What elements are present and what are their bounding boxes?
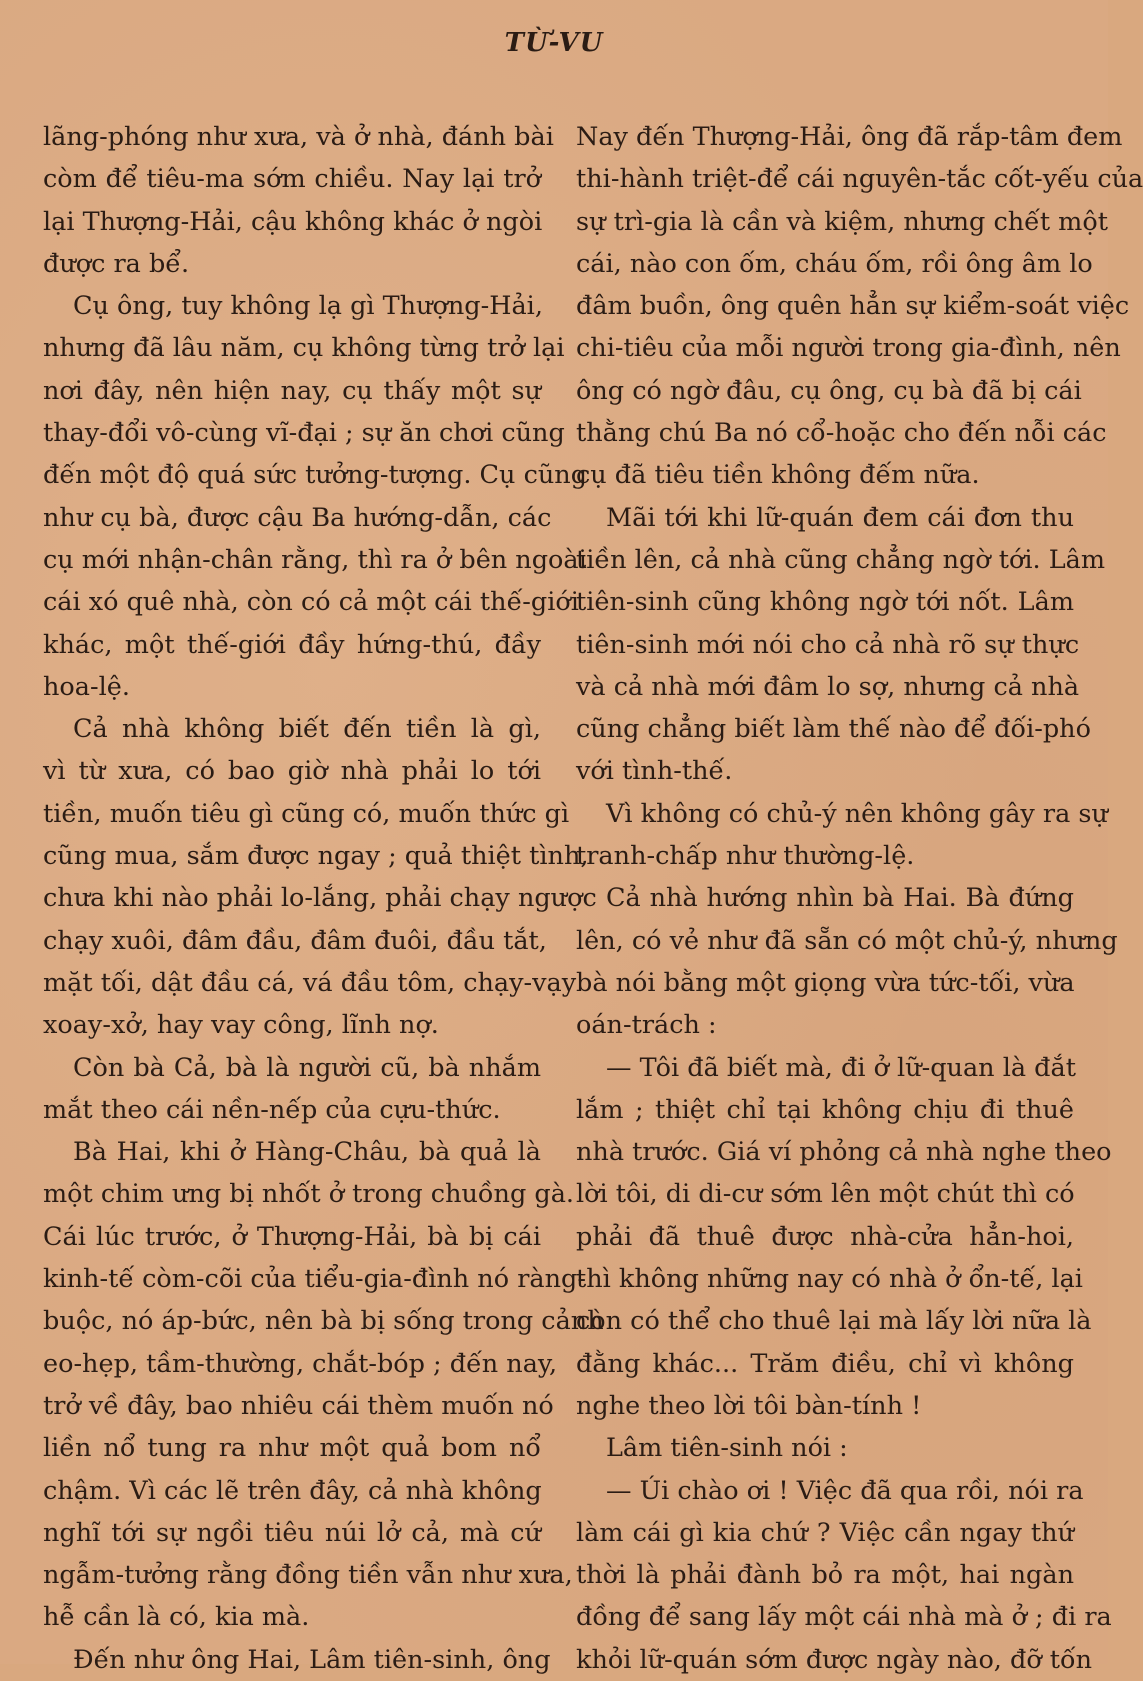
text-line: mắt theo cái nền-nếp của cựu-thức. [43, 1094, 501, 1125]
text-line: khỏi lữ-quán sớm được ngày nào, đỡ tốn [576, 1644, 1093, 1675]
text-line: liền nổ tung ra như một quả bom nổ [43, 1433, 541, 1464]
text-line: đồng để sang lấy một cái nhà mà ở ; đi ra [576, 1602, 1112, 1633]
text-line: Nay đến Thượng-Hải, ông đã rắp-tâm đem [576, 122, 1123, 152]
text-line: chậm. Vì các lẽ trên đây, cả nhà không [43, 1475, 542, 1506]
text-line: lãng-phóng như xưa, và ở nhà, đánh bài [43, 122, 554, 152]
text-line: như cụ bà, được cậu Ba hướng-dẫn, các [43, 502, 552, 533]
text-line: ông có ngờ đâu, cụ ông, cụ bà đã bị cái [576, 375, 1082, 406]
text-line: lời tôi, di di-cư sớm lên một chút thì có [576, 1179, 1075, 1210]
text-line: cụ mới nhận-chân rằng, thì ra ở bên ngoài [43, 544, 587, 575]
text-line: — Úi chào ơi ! Việc đã qua rồi, nói ra [606, 1475, 1084, 1506]
text-line: khác, một thế-giới đầy hứng-thú, đầy [43, 629, 541, 660]
text-line: Cụ ông, tuy không lạ gì Thượng-Hải, [73, 291, 543, 322]
text-line: thời là phải đành bỏ ra một, hai ngàn [576, 1560, 1074, 1591]
text-line: đến một độ quá sức tưởng-tượng. Cụ cũng [43, 460, 588, 491]
text-line: sự trì-gia là cần và kiệm, nhưng chết một [576, 206, 1108, 237]
text-line: xoay-xở, hay vay công, lĩnh nợ. [43, 1010, 439, 1041]
text-line: Cả nhà hướng nhìn bà Hai. Bà đứng [606, 883, 1074, 914]
text-line: oán-trách : [576, 1010, 717, 1041]
text-column-right [576, 116, 1143, 1681]
text-line: nơi đây, nên hiện nay, cụ thấy một sự [43, 375, 541, 406]
text-line: tranh-chấp như thường-lệ. [576, 841, 915, 872]
text-line: đâm buồn, ông quên hẳn sự kiểm-soát việc [576, 291, 1130, 322]
text-line: được ra bể. [43, 248, 190, 279]
text-line: Lâm tiên-sinh nói : [606, 1433, 848, 1464]
text-line: đằng khác... Trăm điều, chỉ vì không [576, 1348, 1074, 1379]
text-line: nghe theo lời tôi bàn-tính ! [576, 1390, 922, 1421]
text-line: mặt tối, dật đầu cá, vá đầu tôm, chạy-vạy [43, 967, 577, 998]
text-line: thì không những nay có nhà ở ổn-tế, lại [576, 1264, 1083, 1295]
text-line: Đến như ông Hai, Lâm tiên-sinh, ông [73, 1644, 551, 1675]
text-line: phải đã thuê được nhà-cửa hẳn-hoi, [576, 1221, 1074, 1252]
text-line: nhà trước. Giá ví phỏng cả nhà nghe theo [576, 1137, 1112, 1168]
text-line: kinh-tế còm-cõi của tiểu-gia-đình nó ràng- [43, 1264, 586, 1295]
text-line: ngẫm-tưởng rằng đồng tiền vẫn như xưa, [43, 1560, 573, 1591]
text-line: cũng mua, sắm được ngay ; quả thiệt tình, [43, 841, 589, 872]
text-line: lên, có vẻ như đã sẵn có một chủ-ý, nhưng [576, 925, 1118, 956]
text-line: Bà Hai, khi ở Hàng-Châu, bà quả là [73, 1137, 541, 1168]
text-line: chưa khi nào phải lo-lắng, phải chạy ngược [43, 883, 597, 914]
text-line: tiên-sinh mới nói cho cả nhà rõ sự thực [576, 629, 1080, 660]
text-line: lắm ; thiệt chỉ tại không chịu đi thuê [576, 1094, 1074, 1125]
text-line: còm để tiêu-ma sớm chiều. Nay lại trở [43, 164, 541, 195]
text-line: Cả nhà không biết đến tiền là gì, [73, 714, 541, 745]
text-line: trở về đây, bao nhiêu cái thèm muốn nó [43, 1390, 554, 1421]
text-line: nhưng đã lâu năm, cụ không từng trở lại [43, 333, 565, 364]
text-line: nghĩ tới sự ngồi tiêu núi lở cả, mà cứ [43, 1517, 541, 1548]
text-line: một chim ưng bị nhốt ở trong chuồng gà. [43, 1179, 575, 1210]
text-line: Cái lúc trước, ở Thượng-Hải, bà bị cái [43, 1221, 541, 1252]
text-line: Mãi tới khi lữ-quán đem cái đơn thu [606, 502, 1074, 533]
text-line: hoa-lệ. [43, 671, 130, 702]
text-line: chạy xuôi, đâm đầu, đâm đuôi, đầu tắt, [43, 925, 547, 956]
text-line: thằng chú Ba nó cổ-hoặc cho đến nỗi các [576, 418, 1107, 449]
text-line: Còn bà Cả, bà là người cũ, bà nhắm [73, 1052, 541, 1083]
text-line: chi-tiêu của mỗi người trong gia-đình, nên [576, 333, 1121, 364]
text-line: vì từ xưa, có bao giờ nhà phải lo tới [43, 756, 541, 787]
text-line: eo-hẹp, tầm-thường, chắt-bóp ; đến nay, [43, 1348, 558, 1379]
text-line: cái xó quê nhà, còn có cả một cái thế-giới [43, 587, 579, 618]
text-line: với tình-thế. [576, 756, 733, 787]
text-line: thay-đổi vô-cùng vĩ-đại ; sự ăn chơi cũng [43, 418, 565, 449]
text-line: bà nói bằng một giọng vừa tức-tối, vừa [576, 967, 1075, 998]
text-line: lại Thượng-Hải, cậu không khác ở ngòi [43, 206, 543, 237]
text-line: còn có thể cho thuê lại mà lấy lời nữa là [576, 1306, 1092, 1337]
text-line: hễ cần là có, kia mà. [43, 1602, 310, 1633]
text-line: thi-hành triệt-để cái nguyên-tắc cốt-yếu của [576, 164, 1143, 195]
text-line: và cả nhà mới đâm lo sợ, nhưng cả nhà [576, 671, 1080, 702]
text-line: — Tôi đã biết mà, đi ở lữ-quan là đắt [606, 1052, 1076, 1083]
text-line: buộc, nó áp-bức, nên bà bị sống trong cảnh [43, 1306, 604, 1337]
text-line: tiền, muốn tiêu gì cũng có, muốn thức gì [43, 798, 570, 829]
text-line: Vì không có chủ-ý nên không gây ra sự [606, 798, 1108, 829]
text-line: cái, nào con ốm, cháu ốm, rồi ông âm lo [576, 248, 1093, 279]
text-line: làm cái gì kia chứ ? Việc cần ngay thứ [576, 1517, 1074, 1548]
text-line: tiên-sinh cũng không ngờ tới nốt. Lâm [576, 587, 1074, 618]
text-line: cũng chẳng biết làm thế nào để đối-phó [576, 714, 1091, 745]
running-header: TỪ-VU [504, 28, 604, 58]
text-line: tiền lên, cả nhà cũng chẳng ngờ tới. Lâm [576, 544, 1106, 575]
text-line: cụ đã tiêu tiền không đếm nữa. [576, 460, 980, 491]
text-column-left [43, 116, 604, 1681]
